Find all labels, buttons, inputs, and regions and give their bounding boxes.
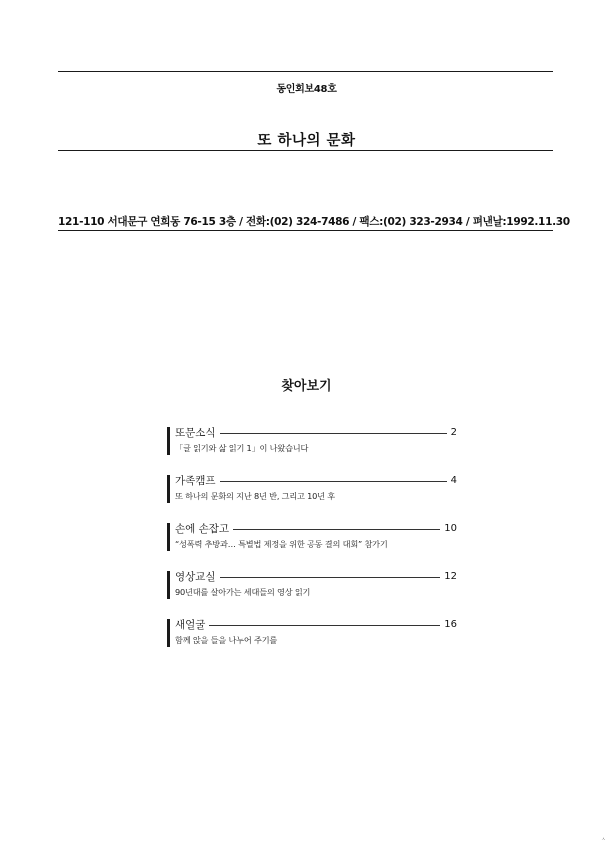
toc-entry-description: 90년대를 살아가는 세대들의 영상 읽기 [175,587,311,597]
toc-marker-bar [167,475,170,503]
toc-entry-description: 「글 읽기와 삶 읽기 1」이 나왔습니다 [175,443,309,453]
toc-leader-line [233,529,440,530]
toc-leader-line [209,625,440,626]
toc-entry-hand-in-hand [167,521,457,569]
title-rule [58,150,553,151]
toc-entry-title: 손에 손잡고 [175,523,230,535]
toc-entry-page: 4 [450,475,457,486]
toc-entry-page: 16 [444,619,457,630]
toc-entry-title: 가족캠프 [175,475,216,487]
toc-marker-bar [167,619,170,647]
toc-leader-line [220,577,441,578]
toc-entry-title: 새얼굴 [175,619,206,631]
toc-entry-video-class [167,569,457,617]
address-rule [58,230,553,231]
toc-entry-page: 10 [444,523,457,534]
toc-leader-line [220,433,447,434]
toc-entry-family-camp [167,473,457,521]
toc-entry-title: 영상교실 [175,571,216,583]
page-title: 또 하나의 문화 [257,133,356,149]
toc-entry-news [167,425,457,473]
toc-marker-bar [167,523,170,551]
toc-entry-page: 12 [444,571,457,582]
toc-leader-line [220,481,447,482]
toc-entry-description: “성폭력 추방과… 특별법 제정을 위한 공동 결의 대회” 참가기 [175,539,388,549]
corner-mark: ㅅ [601,837,606,843]
toc-entry-description: 함께 앉을 들을 나누어 주기를 [175,635,278,645]
toc-marker-bar [167,427,170,455]
toc-entry-description: 또 하나의 문화의 지난 8년 반, 그리고 10년 후 [175,491,335,501]
issue-number: 동인회보48호 [276,84,337,95]
top-rule [58,71,553,72]
table-of-contents [167,425,457,665]
toc-heading: 찾아보기 [281,379,332,394]
toc-entry-page: 2 [450,427,457,438]
toc-marker-bar [167,571,170,599]
toc-entry-new-faces [167,617,457,665]
address-line: 121-110 서대문구 연희동 76-15 3층 / 전화:(02) 324-7486 / 팩스:(02) 323-2934 / 펴낸날:1992.11.30 [58,216,570,228]
toc-entry-title: 또문소식 [175,427,216,439]
